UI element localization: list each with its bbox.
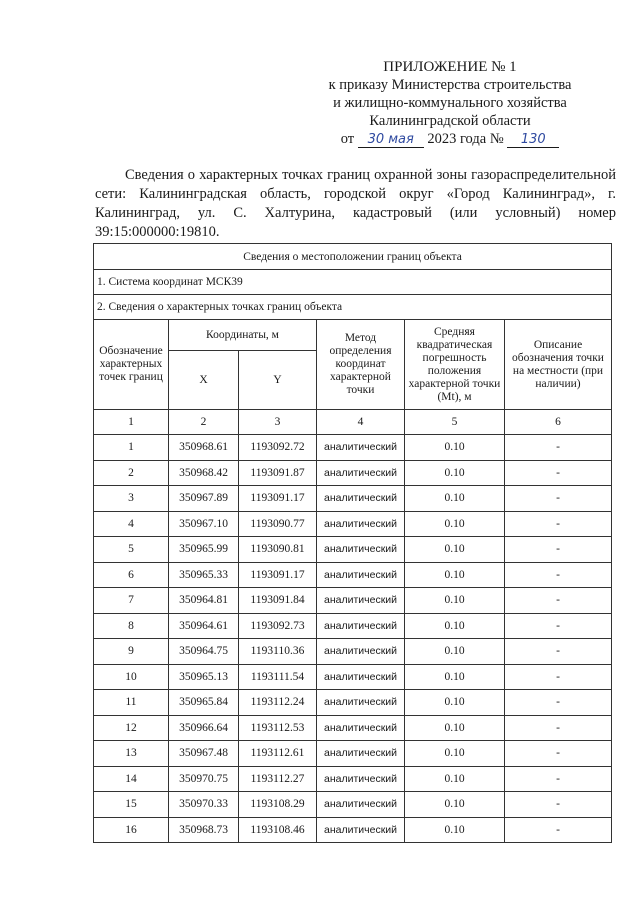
header-x: X <box>169 351 239 410</box>
cell-error: 0.10 <box>405 562 505 588</box>
cell-x: 350968.42 <box>169 460 239 486</box>
cell-point: 1 <box>94 435 169 461</box>
header-description: Описание обозначения точки на местности (при наличии) <box>505 320 612 410</box>
header-coordinates: Координаты, м <box>169 320 317 351</box>
cell-description: - <box>505 588 612 614</box>
column-number: 4 <box>317 410 405 435</box>
cell-point: 12 <box>94 715 169 741</box>
cell-method: аналитический <box>317 639 405 665</box>
header-point: Обозначение характерных точек границ <box>94 320 169 410</box>
cell-description: - <box>505 664 612 690</box>
cell-y: 1193112.27 <box>239 766 317 792</box>
cell-method: аналитический <box>317 792 405 818</box>
appendix-title: ПРИЛОЖЕНИЕ № 1 <box>383 59 517 75</box>
column-number: 2 <box>169 410 239 435</box>
cell-x: 350965.84 <box>169 690 239 716</box>
cell-error: 0.10 <box>405 435 505 461</box>
cell-point: 7 <box>94 588 169 614</box>
cell-x: 350964.61 <box>169 613 239 639</box>
cell-point: 10 <box>94 664 169 690</box>
cell-method: аналитический <box>317 817 405 843</box>
cell-error: 0.10 <box>405 690 505 716</box>
cell-error: 0.10 <box>405 664 505 690</box>
table-row <box>94 537 612 563</box>
cell-method: аналитический <box>317 460 405 486</box>
cell-y: 1193112.24 <box>239 690 317 716</box>
cell-x: 350965.13 <box>169 664 239 690</box>
cell-x: 350968.61 <box>169 435 239 461</box>
cell-description: - <box>505 792 612 818</box>
column-numbers-row <box>94 410 612 435</box>
cell-description: - <box>505 613 612 639</box>
cell-point: 13 <box>94 741 169 767</box>
cell-error: 0.10 <box>405 486 505 512</box>
cell-error: 0.10 <box>405 715 505 741</box>
cell-y: 1193110.36 <box>239 639 317 665</box>
cell-description: - <box>505 639 612 665</box>
cell-y: 1193108.29 <box>239 792 317 818</box>
order-line-3: Калининградской области <box>369 113 531 129</box>
header-error: Средняя квадратическая погрешность положения характерной точки (Mt), м <box>405 320 505 410</box>
cell-point: 3 <box>94 486 169 512</box>
cell-point: 4 <box>94 511 169 537</box>
cell-y: 1193091.84 <box>239 588 317 614</box>
boundary-points-table <box>93 243 612 843</box>
column-number: 5 <box>405 410 505 435</box>
table-row <box>94 766 612 792</box>
table-row <box>94 639 612 665</box>
cell-y: 1193090.81 <box>239 537 317 563</box>
cell-x: 350970.33 <box>169 792 239 818</box>
cell-description: - <box>505 511 612 537</box>
cell-method: аналитический <box>317 766 405 792</box>
order-line-1: к приказу Министерства строительства <box>328 77 572 93</box>
cell-description: - <box>505 562 612 588</box>
cell-point: 14 <box>94 766 169 792</box>
table-row <box>94 715 612 741</box>
cell-description: - <box>505 537 612 563</box>
handwritten-number: 130 <box>507 133 559 148</box>
cell-point: 11 <box>94 690 169 716</box>
cell-point: 5 <box>94 537 169 563</box>
cell-y: 1193112.61 <box>239 741 317 767</box>
cell-description: - <box>505 766 612 792</box>
table-row <box>94 741 612 767</box>
table-row <box>94 460 612 486</box>
column-number: 1 <box>94 410 169 435</box>
cell-x: 350967.89 <box>169 486 239 512</box>
cell-point: 2 <box>94 460 169 486</box>
date-suffix: 2023 года № <box>427 131 504 147</box>
cell-error: 0.10 <box>405 511 505 537</box>
table-body <box>94 435 612 843</box>
cell-error: 0.10 <box>405 588 505 614</box>
date-prefix: от <box>340 131 355 147</box>
order-date-line <box>300 130 600 148</box>
cell-y: 1193108.46 <box>239 817 317 843</box>
cell-description: - <box>505 690 612 716</box>
header-y: Y <box>239 351 317 410</box>
cell-method: аналитический <box>317 741 405 767</box>
cell-x: 350964.75 <box>169 639 239 665</box>
table-row <box>94 613 612 639</box>
cell-y: 1193091.87 <box>239 460 317 486</box>
cell-method: аналитический <box>317 690 405 716</box>
cell-y: 1193091.17 <box>239 486 317 512</box>
cell-method: аналитический <box>317 588 405 614</box>
cell-y: 1193091.17 <box>239 562 317 588</box>
table-row <box>94 817 612 843</box>
table-row <box>94 511 612 537</box>
cell-x: 350967.10 <box>169 511 239 537</box>
cell-method: аналитический <box>317 613 405 639</box>
cell-point: 15 <box>94 792 169 818</box>
cell-y: 1193090.77 <box>239 511 317 537</box>
cell-point: 9 <box>94 639 169 665</box>
cell-x: 350966.64 <box>169 715 239 741</box>
table-row <box>94 435 612 461</box>
intro-paragraph <box>95 166 616 242</box>
cell-x: 350967.48 <box>169 741 239 767</box>
appendix-header <box>300 58 600 148</box>
cell-method: аналитический <box>317 511 405 537</box>
cell-y: 1193092.72 <box>239 435 317 461</box>
cell-method: аналитический <box>317 486 405 512</box>
cell-point: 8 <box>94 613 169 639</box>
cell-description: - <box>505 460 612 486</box>
cell-description: - <box>505 435 612 461</box>
section-coordinate-system: 1. Система координат МСК39 <box>94 270 612 295</box>
cell-method: аналитический <box>317 537 405 563</box>
order-line-2: и жилищно-коммунального хозяйства <box>333 95 567 111</box>
cell-method: аналитический <box>317 664 405 690</box>
intro-text: Сведения о характерных точках границ охранной зоны газораспределительной сети: Калининградская область, городской округ «Город Калининград», г. Калининград, ул. С. Халтурина, кадастровый (или условный) номер 39:15:000000:19810. <box>95 167 616 240</box>
cell-y: 1193092.73 <box>239 613 317 639</box>
table-row <box>94 664 612 690</box>
cell-error: 0.10 <box>405 766 505 792</box>
cell-point: 16 <box>94 817 169 843</box>
cell-error: 0.10 <box>405 792 505 818</box>
section-points: 2. Сведения о характерных точках границ объекта <box>94 295 612 320</box>
cell-x: 350965.33 <box>169 562 239 588</box>
column-number: 6 <box>505 410 612 435</box>
header-method: Метод определения координат характерной точки <box>317 320 405 410</box>
cell-error: 0.10 <box>405 537 505 563</box>
cell-x: 350968.73 <box>169 817 239 843</box>
cell-error: 0.10 <box>405 817 505 843</box>
cell-error: 0.10 <box>405 613 505 639</box>
table-row <box>94 690 612 716</box>
table-row <box>94 588 612 614</box>
table-row <box>94 792 612 818</box>
cell-method: аналитический <box>317 435 405 461</box>
cell-description: - <box>505 741 612 767</box>
cell-description: - <box>505 486 612 512</box>
cell-x: 350970.75 <box>169 766 239 792</box>
cell-y: 1193111.54 <box>239 664 317 690</box>
cell-error: 0.10 <box>405 460 505 486</box>
cell-method: аналитический <box>317 715 405 741</box>
cell-error: 0.10 <box>405 639 505 665</box>
cell-x: 350965.99 <box>169 537 239 563</box>
cell-error: 0.10 <box>405 741 505 767</box>
cell-y: 1193112.53 <box>239 715 317 741</box>
cell-description: - <box>505 817 612 843</box>
table-row <box>94 486 612 512</box>
cell-method: аналитический <box>317 562 405 588</box>
column-number: 3 <box>239 410 317 435</box>
table-title: Сведения о местоположении границ объекта <box>94 244 612 270</box>
cell-x: 350964.81 <box>169 588 239 614</box>
cell-point: 6 <box>94 562 169 588</box>
cell-description: - <box>505 715 612 741</box>
handwritten-date: 30 мая <box>358 133 424 148</box>
table-row <box>94 562 612 588</box>
